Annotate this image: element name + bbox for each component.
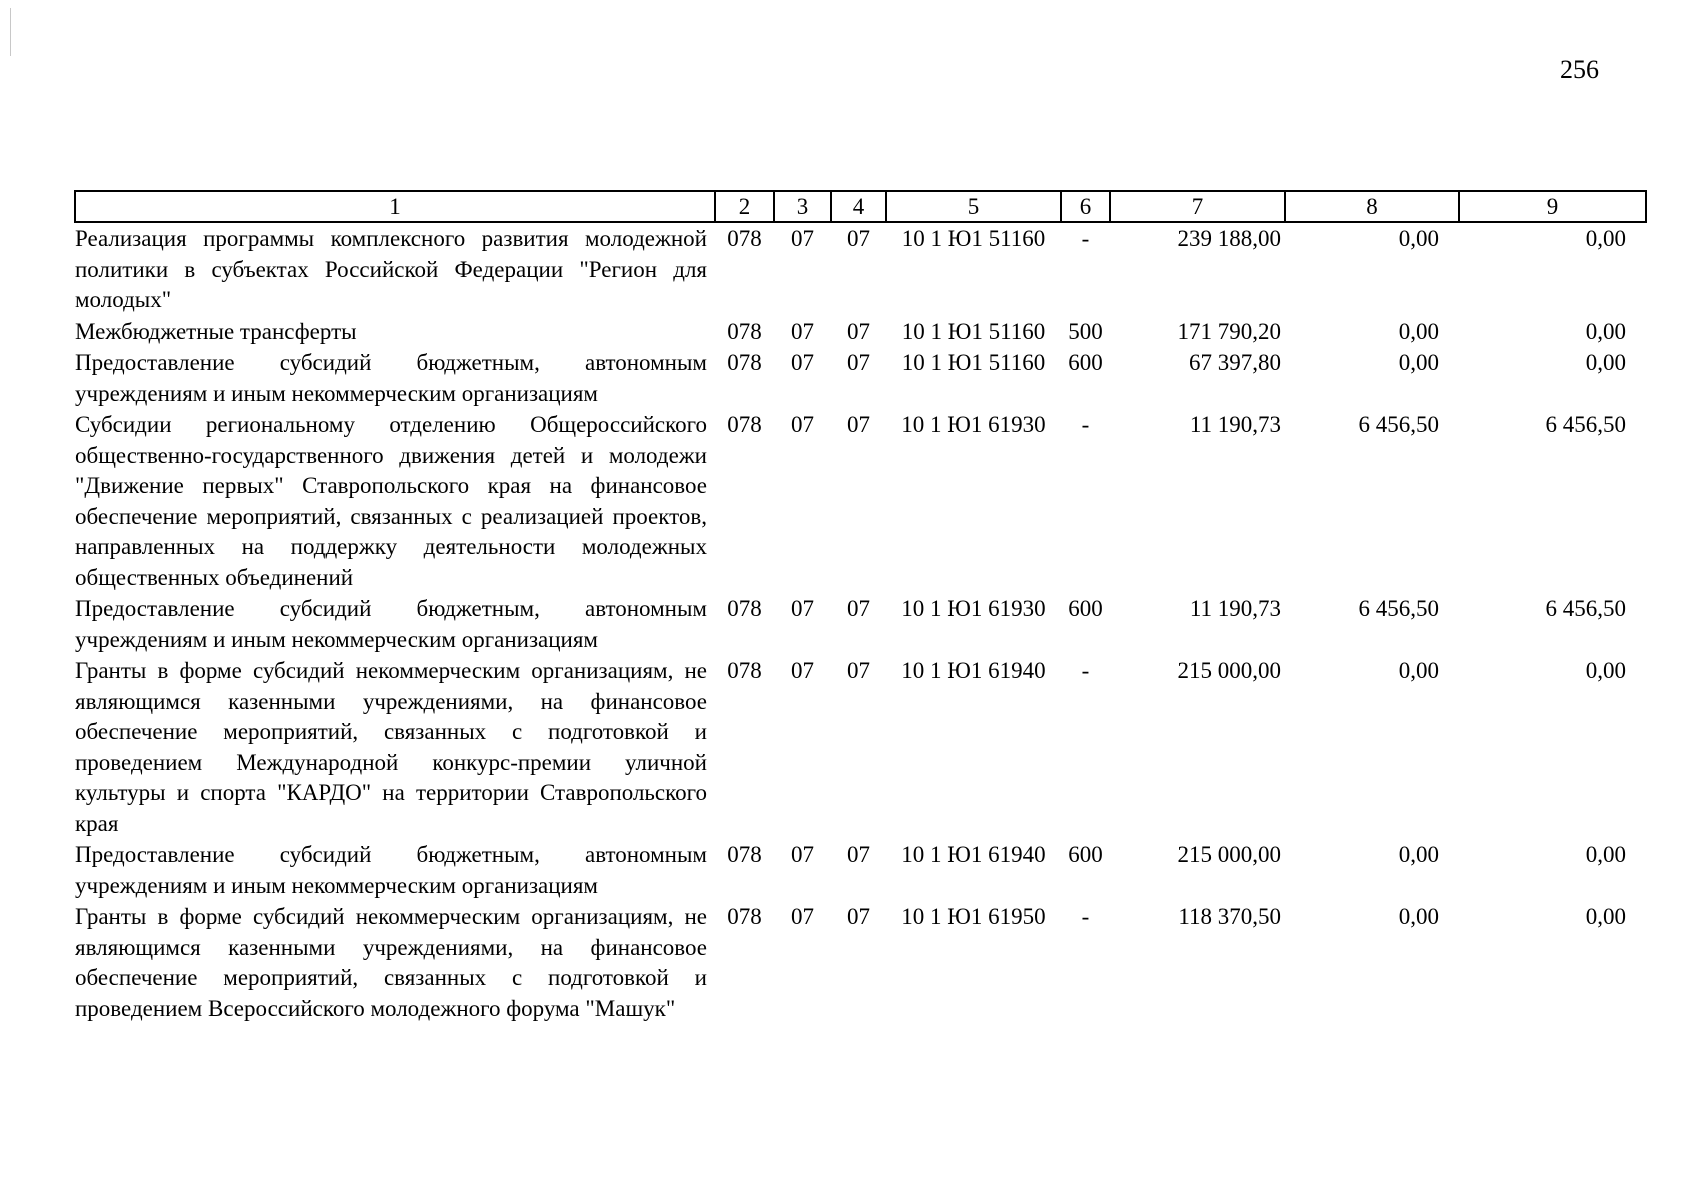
row-amount-col8: 0,00 <box>1398 904 1439 929</box>
row-amount-col9: 0,00 <box>1585 318 1626 344</box>
table-row <box>75 222 1646 316</box>
row-name: Субсидии региональному отделению Общероссийского общественно-государственного движения детей и молодежи "Движение первых" Ставропольского края на финансовое обеспечение мероприятий, связанных с реализацией проектов, направленных на поддержку деятельности молодежных общественных объединений <box>75 412 707 590</box>
row-expense-type: 600 <box>1068 350 1103 375</box>
row-amount-col8: 0,00 <box>1398 226 1439 251</box>
row-subsection: 07 <box>847 412 870 437</box>
table-row <box>75 655 1646 839</box>
table-row <box>75 347 1646 409</box>
row-name: Реализация программы комплексного развития молодежной политики в субъектах Российской Федерации "Регион для молодых" <box>75 226 707 312</box>
header-col-8: 8 <box>1285 191 1459 222</box>
row-target-item: 10 1 Ю1 61930 <box>901 412 1046 437</box>
scan-edge-mark <box>10 8 11 56</box>
row-name: Предоставление субсидий бюджетным, автономным учреждениям и иным некоммерческим организациям <box>75 596 707 652</box>
row-amount-col9: 0,00 <box>1585 658 1626 683</box>
row-amount-col9: 0,00 <box>1585 904 1626 929</box>
row-ministry-code: 078 <box>727 842 762 867</box>
row-amount-col8: 6 456,50 <box>1358 412 1439 437</box>
row-target-item: 10 1 Ю1 61940 <box>901 842 1046 867</box>
row-section: 07 <box>791 904 814 929</box>
row-target-item: 10 1 Ю1 51160 <box>901 318 1046 344</box>
header-col-5: 5 <box>886 191 1061 222</box>
row-subsection: 07 <box>847 318 870 344</box>
row-amount-col7: 11 190,73 <box>1189 596 1281 621</box>
row-subsection: 07 <box>847 842 870 867</box>
row-amount-col9: 6 456,50 <box>1545 412 1626 437</box>
row-amount-col9: 0,00 <box>1585 350 1626 375</box>
row-section: 07 <box>791 596 814 621</box>
row-subsection: 07 <box>847 596 870 621</box>
row-ministry-code: 078 <box>727 226 762 251</box>
row-name: Гранты в форме субсидий некоммерческим организациям, не являющимся казенными учреждениями, на финансовое обеспечение мероприятий, связанных с подготовкой и проведением Международной конкурс-премии уличной культуры и спорта "КАРДО" на территории Ставропольского края <box>75 658 707 836</box>
header-col-3: 3 <box>774 191 831 222</box>
page-number: 256 <box>1560 55 1599 84</box>
table-row <box>75 409 1646 593</box>
row-amount-col8: 0,00 <box>1398 350 1439 375</box>
row-amount-col9: 0,00 <box>1585 842 1626 867</box>
row-name: Предоставление субсидий бюджетным, автономным учреждениям и иным некоммерческим организациям <box>75 842 707 898</box>
row-amount-col9: 0,00 <box>1585 226 1626 251</box>
header-col-4: 4 <box>831 191 886 222</box>
row-section: 07 <box>791 226 814 251</box>
row-amount-col8: 0,00 <box>1398 658 1439 683</box>
row-name: Гранты в форме субсидий некоммерческим организациям, не являющимся казенными учреждениями, на финансовое обеспечение мероприятий, связанных с подготовкой и проведением Всероссийского молодежного форума "Машук" <box>75 904 707 1021</box>
header-col-2: 2 <box>715 191 774 222</box>
row-section: 07 <box>791 318 814 344</box>
row-amount-col7: 118 370,50 <box>1178 904 1281 929</box>
header-col-6: 6 <box>1061 191 1110 222</box>
row-amount-col7: 215 000,00 <box>1177 658 1281 683</box>
table-row <box>75 316 1646 348</box>
row-section: 07 <box>791 842 814 867</box>
row-ministry-code: 078 <box>727 412 762 437</box>
row-amount-col7: 171 790,20 <box>1177 318 1281 344</box>
header-col-7: 7 <box>1110 191 1285 222</box>
row-ministry-code: 078 <box>727 318 762 344</box>
row-section: 07 <box>791 658 814 683</box>
row-subsection: 07 <box>847 350 870 375</box>
table-row <box>75 839 1646 901</box>
row-target-item: 10 1 Ю1 61950 <box>901 904 1046 929</box>
row-target-item: 10 1 Ю1 61930 <box>901 596 1046 621</box>
row-expense-type: - <box>1081 226 1090 251</box>
row-expense-type: 600 <box>1068 596 1103 621</box>
row-amount-col7: 11 190,73 <box>1189 412 1281 437</box>
budget-table <box>74 190 1647 1024</box>
row-amount-col8: 6 456,50 <box>1358 596 1439 621</box>
row-section: 07 <box>791 350 814 375</box>
row-ministry-code: 078 <box>727 350 762 375</box>
row-expense-type: 600 <box>1068 842 1103 867</box>
row-expense-type: 500 <box>1068 318 1103 344</box>
row-ministry-code: 078 <box>727 904 762 929</box>
row-subsection: 07 <box>847 658 870 683</box>
row-amount-col8: 0,00 <box>1398 842 1439 867</box>
row-expense-type: - <box>1081 412 1090 437</box>
row-name: Предоставление субсидий бюджетным, автономным учреждениям и иным некоммерческим организациям <box>75 350 707 406</box>
row-target-item: 10 1 Ю1 51160 <box>901 226 1046 251</box>
row-amount-col7: 239 188,00 <box>1177 226 1281 251</box>
row-target-item: 10 1 Ю1 51160 <box>901 350 1046 375</box>
row-section: 07 <box>791 412 814 437</box>
row-ministry-code: 078 <box>727 658 762 683</box>
row-amount-col7: 215 000,00 <box>1177 842 1281 867</box>
row-subsection: 07 <box>847 226 870 251</box>
row-target-item: 10 1 Ю1 61940 <box>901 658 1046 683</box>
row-amount-col8: 0,00 <box>1398 318 1439 344</box>
header-col-1: 1 <box>75 191 715 222</box>
table-row <box>75 901 1646 1024</box>
row-ministry-code: 078 <box>727 596 762 621</box>
row-expense-type: - <box>1081 658 1090 683</box>
row-expense-type: - <box>1081 904 1090 929</box>
row-name: Межбюджетные трансферты <box>75 318 357 344</box>
row-subsection: 07 <box>847 904 870 929</box>
header-col-9: 9 <box>1459 191 1646 222</box>
row-amount-col7: 67 397,80 <box>1189 350 1281 375</box>
table-header-row <box>75 191 1646 222</box>
row-amount-col9: 6 456,50 <box>1545 596 1626 621</box>
table-row <box>75 593 1646 655</box>
